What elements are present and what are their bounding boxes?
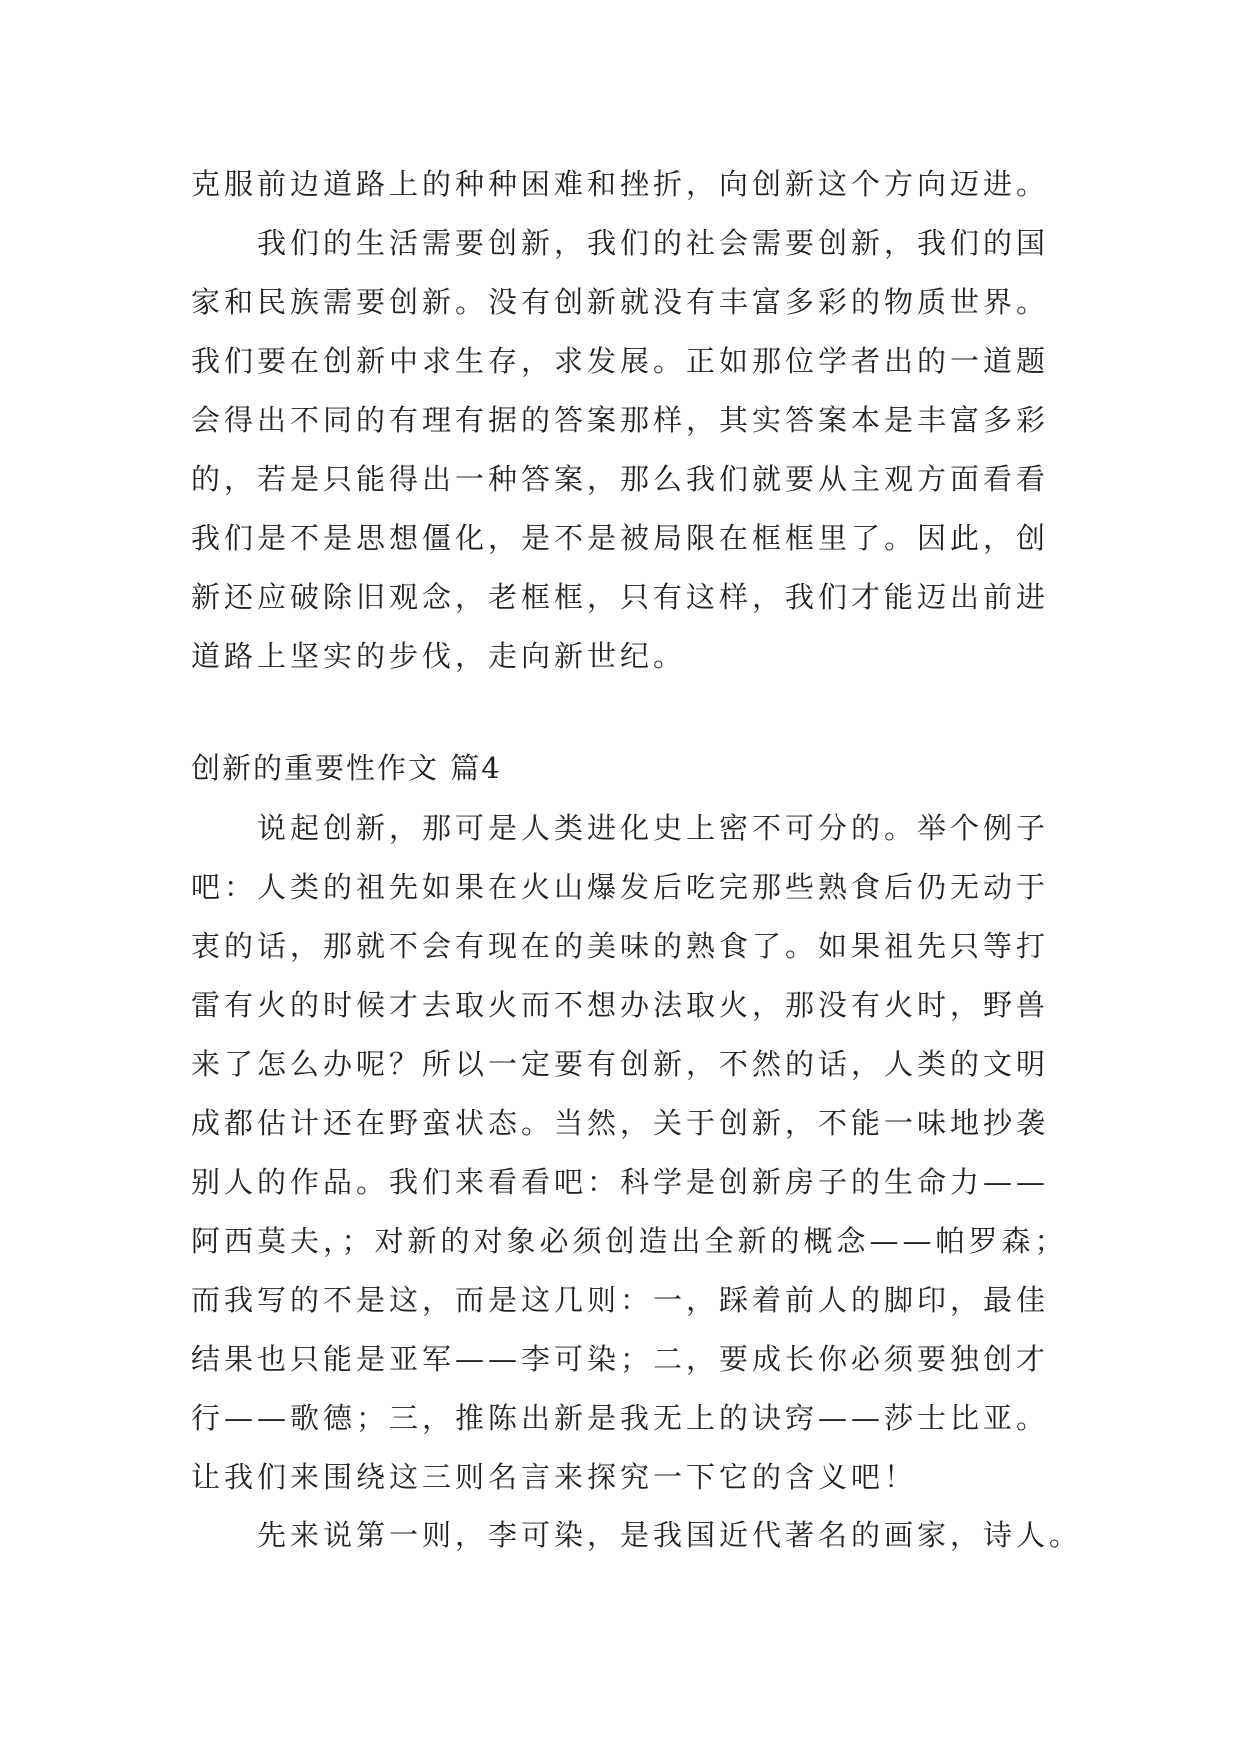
paragraph-2-line-7: 新还应破除旧观念，老框框，只有这样，我们才能迈出前进 <box>191 580 1050 614</box>
paragraph-3-line-3: 衷的话，那就不会有现在的美味的熟食了。如果祖先只等打 <box>191 929 1050 963</box>
paragraph-3-line-12: 让我们来围绕这三则名言来探究一下它的含义吧！ <box>191 1460 918 1494</box>
paragraph-3-line-10: 结果也只能是亚军——李可染；二，要成长你必须要独创才 <box>191 1342 1050 1376</box>
paragraph-2-line-2: 家和民族需要创新。没有创新就没有丰富多彩的物质世界。 <box>191 285 1050 319</box>
section-heading: 创新的重要性作文 篇4 <box>191 751 502 785</box>
paragraph-3-line-2: 吧：人类的祖先如果在火山爆发后吃完那些熟食后仍无动于 <box>191 870 1050 904</box>
paragraph-3-line-1: 说起创新，那可是人类进化史上密不可分的。举个例子 <box>257 811 1050 845</box>
paragraph-3-line-5: 来了怎么办呢？所以一定要有创新，不然的话，人类的文明 <box>191 1047 1050 1081</box>
paragraph-2-line-6: 我们是不是思想僵化，是不是被局限在框框里了。因此，创 <box>191 521 1050 555</box>
paragraph-2-line-3: 我们要在创新中求生存，求发展。正如那位学者出的一道题 <box>191 344 1050 378</box>
paragraph-2-line-4: 会得出不同的有理有据的答案那样，其实答案本是丰富多彩 <box>191 403 1050 437</box>
paragraph-1-line-1: 克服前边道路上的种种困难和挫折，向创新这个方向迈进。 <box>191 167 1050 201</box>
paragraph-3-line-7: 别人的作品。我们来看看吧：科学是创新房子的生命力—— <box>191 1165 1050 1199</box>
paragraph-3-line-8: 阿西莫夫，；对新的对象必须创造出全新的概念——帕罗森； <box>191 1224 1068 1258</box>
paragraph-3-line-4: 雷有火的时候才去取火而不想办法取火，那没有火时，野兽 <box>191 988 1050 1022</box>
paragraph-4-line-1: 先来说第一则，李可染，是我国近代著名的画家，诗人。 <box>257 1518 1083 1552</box>
paragraph-3-line-9: 而我写的不是这，而是这几则：一，踩着前人的脚印，最佳 <box>191 1283 1050 1317</box>
paragraph-2-line-1: 我们的生活需要创新，我们的社会需要创新，我们的国 <box>257 226 1050 260</box>
paragraph-3-line-6: 成都估计还在野蛮状态。当然，关于创新，不能一味地抄袭 <box>191 1106 1050 1140</box>
paragraph-2-line-5: 的，若是只能得出一种答案，那么我们就要从主观方面看看 <box>191 462 1050 496</box>
paragraph-2-line-8: 道路上坚实的步伐，走向新世纪。 <box>191 639 687 673</box>
document-body <box>191 0 1083 1754</box>
paragraph-3-line-11: 行——歌德；三，推陈出新是我无上的诀窍——莎士比亚。 <box>191 1401 1050 1435</box>
